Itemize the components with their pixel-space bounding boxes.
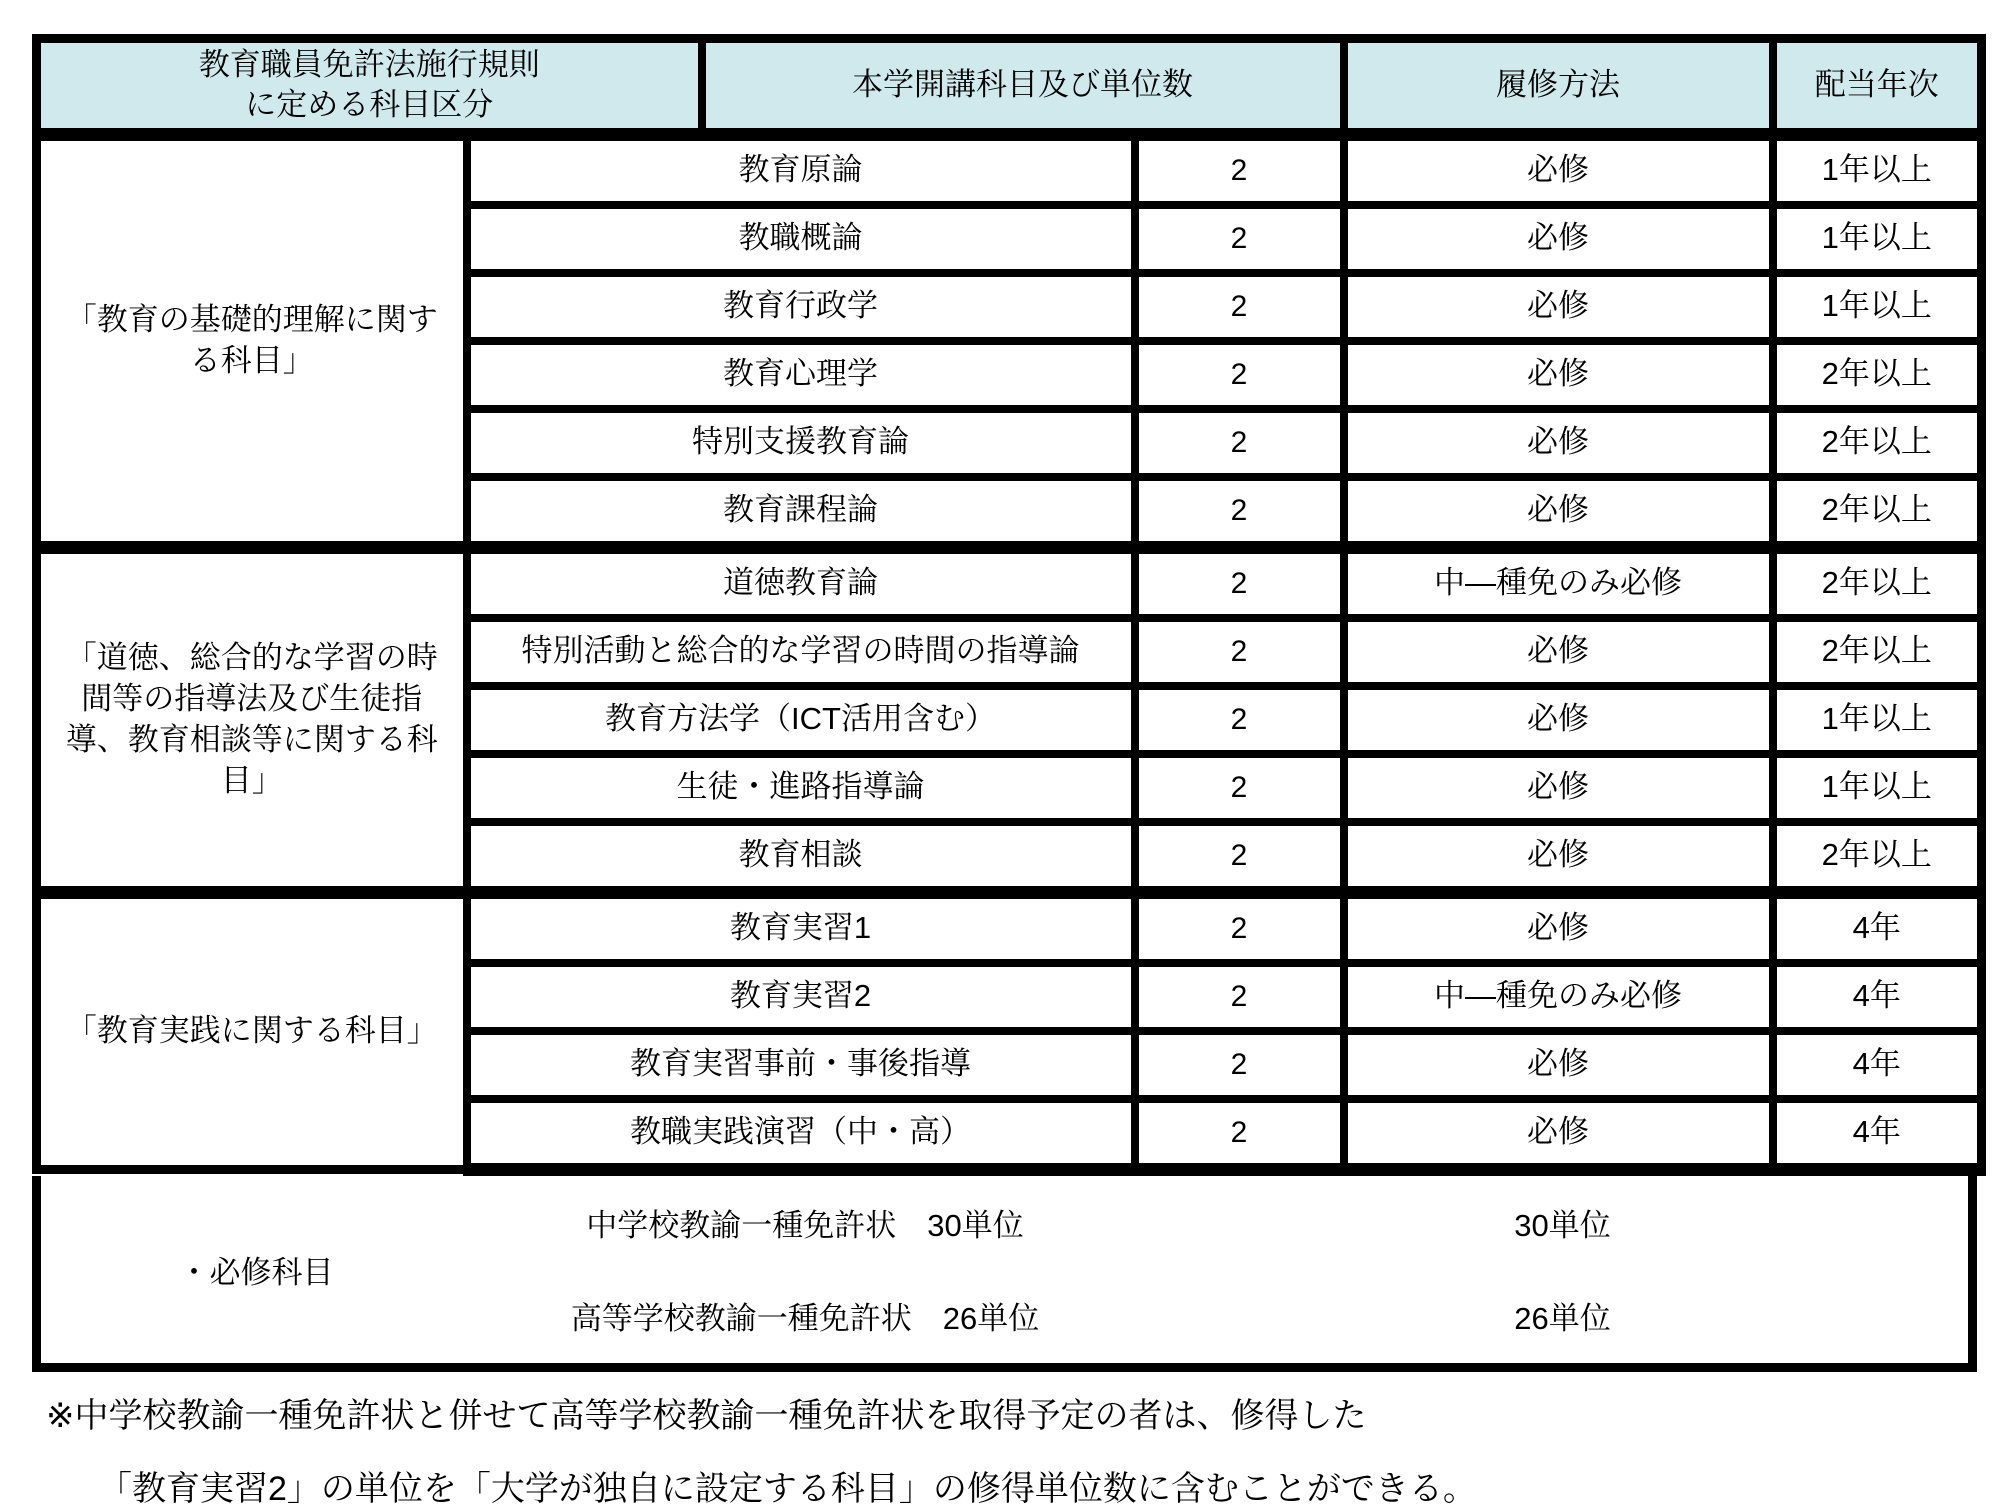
header-row bbox=[37, 39, 1982, 135]
units-cell: 2 bbox=[1135, 547, 1344, 618]
units-cell: 2 bbox=[1135, 754, 1344, 822]
subject-cell: 教育実習1 bbox=[467, 892, 1135, 963]
table-body bbox=[37, 134, 1982, 1169]
year-cell: 2年以上 bbox=[1773, 341, 1982, 409]
subject-cell: 教育実習事前・事後指導 bbox=[467, 1031, 1135, 1099]
year-cell: 1年以上 bbox=[1773, 205, 1982, 273]
header-category-line1: 教育職員免許法施行規則 bbox=[198, 47, 540, 82]
units-cell: 2 bbox=[1135, 686, 1344, 754]
method-cell: 必修 bbox=[1344, 341, 1773, 409]
header-category-line2: に定める科目区分 bbox=[245, 87, 494, 123]
units-cell: 2 bbox=[1135, 963, 1344, 1031]
method-cell: 必修 bbox=[1344, 205, 1773, 273]
footnote bbox=[46, 1398, 2009, 1508]
table-row bbox=[37, 134, 1982, 205]
subject-cell: 道徳教育論 bbox=[467, 547, 1135, 618]
units-cell: 2 bbox=[1135, 205, 1344, 273]
year-cell: 2年以上 bbox=[1773, 409, 1982, 477]
year-cell: 1年以上 bbox=[1773, 273, 1982, 341]
subject-cell: 教育方法学（ICT活用含む） bbox=[467, 686, 1135, 754]
year-cell: 4年 bbox=[1773, 963, 1982, 1031]
method-cell: 必修 bbox=[1344, 1031, 1773, 1099]
year-cell: 2年以上 bbox=[1773, 618, 1982, 686]
units-cell: 2 bbox=[1135, 409, 1344, 477]
method-cell: 必修 bbox=[1344, 618, 1773, 686]
summary-label: ・必修科目 bbox=[178, 1254, 334, 1290]
units-cell: 2 bbox=[1135, 822, 1344, 893]
method-cell: 必修 bbox=[1344, 822, 1773, 893]
year-cell: 2年以上 bbox=[1773, 547, 1982, 618]
subject-cell: 教育課程論 bbox=[467, 477, 1135, 548]
header-method-cell: 履修方法 bbox=[1344, 39, 1773, 135]
subject-cell: 教育原論 bbox=[467, 134, 1135, 205]
method-cell: 必修 bbox=[1344, 134, 1773, 205]
table-row bbox=[37, 892, 1982, 963]
subject-cell: 教職実践演習（中・高） bbox=[467, 1099, 1135, 1170]
year-cell: 1年以上 bbox=[1773, 754, 1982, 822]
year-cell: 1年以上 bbox=[1773, 686, 1982, 754]
method-cell: 必修 bbox=[1344, 892, 1773, 963]
category-cell-group3: 「教育実践に関する科目」 bbox=[37, 892, 467, 1169]
summary-license-junior-high: 中学校教諭一種免許状 30単位 bbox=[586, 1207, 1024, 1243]
year-cell: 2年以上 bbox=[1773, 477, 1982, 548]
units-cell: 2 bbox=[1135, 134, 1344, 205]
method-cell: 必修 bbox=[1344, 686, 1773, 754]
subject-cell: 生徒・進路指導論 bbox=[467, 754, 1135, 822]
year-cell: 4年 bbox=[1773, 1031, 1982, 1099]
summary-license-high-school: 高等学校教諭一種免許状 26単位 bbox=[570, 1301, 1040, 1337]
method-cell: 必修 bbox=[1344, 409, 1773, 477]
units-cell: 2 bbox=[1135, 618, 1344, 686]
summary-value-high-school: 26単位 bbox=[1514, 1301, 1611, 1337]
year-cell: 4年 bbox=[1773, 892, 1982, 963]
method-cell: 必修 bbox=[1344, 273, 1773, 341]
category-cell-group2: 「道徳、総合的な学習の時間等の指導法及び生徒指導、教育相談等に関する科目」 bbox=[37, 547, 467, 892]
subject-cell: 教育行政学 bbox=[467, 273, 1135, 341]
subject-cell: 教育実習2 bbox=[467, 963, 1135, 1031]
subject-cell: 教育相談 bbox=[467, 822, 1135, 893]
units-cell: 2 bbox=[1135, 892, 1344, 963]
units-cell: 2 bbox=[1135, 1099, 1344, 1170]
subject-cell: 教職概論 bbox=[467, 205, 1135, 273]
table-header bbox=[37, 39, 1982, 135]
method-cell: 必修 bbox=[1344, 1099, 1773, 1170]
units-cell: 2 bbox=[1135, 273, 1344, 341]
units-cell: 2 bbox=[1135, 1031, 1344, 1099]
subject-cell: 特別支援教育論 bbox=[467, 409, 1135, 477]
units-cell: 2 bbox=[1135, 477, 1344, 548]
footnote-line1: ※中学校教諭一種免許状と併せて高等学校教諭一種免許状を取得予定の者は、修得した bbox=[46, 1396, 1367, 1435]
category-cell-group1: 「教育の基礎的理解に関する科目」 bbox=[37, 134, 467, 547]
subject-cell: 教育心理学 bbox=[467, 341, 1135, 409]
course-requirements-table bbox=[32, 34, 1986, 1176]
units-cell: 2 bbox=[1135, 341, 1344, 409]
method-cell: 中―種免のみ必修 bbox=[1344, 963, 1773, 1031]
summary-section bbox=[32, 1176, 1977, 1372]
footnote-line2: 「教育実習2」の単位を「大学が独自に設定する科目」の修得単位数に含むことができる。 bbox=[98, 1469, 1477, 1508]
method-cell: 中―種免のみ必修 bbox=[1344, 547, 1773, 618]
year-cell: 2年以上 bbox=[1773, 822, 1982, 893]
method-cell: 必修 bbox=[1344, 754, 1773, 822]
method-cell: 必修 bbox=[1344, 477, 1773, 548]
header-year-cell: 配当年次 bbox=[1773, 39, 1982, 135]
table-row bbox=[37, 547, 1982, 618]
header-category-cell bbox=[37, 39, 702, 135]
header-subject-units-cell: 本学開講科目及び単位数 bbox=[702, 39, 1344, 135]
year-cell: 1年以上 bbox=[1773, 134, 1982, 205]
year-cell: 4年 bbox=[1773, 1099, 1982, 1170]
summary-value-junior-high: 30単位 bbox=[1514, 1207, 1611, 1243]
subject-cell: 特別活動と総合的な学習の時間の指導論 bbox=[467, 618, 1135, 686]
